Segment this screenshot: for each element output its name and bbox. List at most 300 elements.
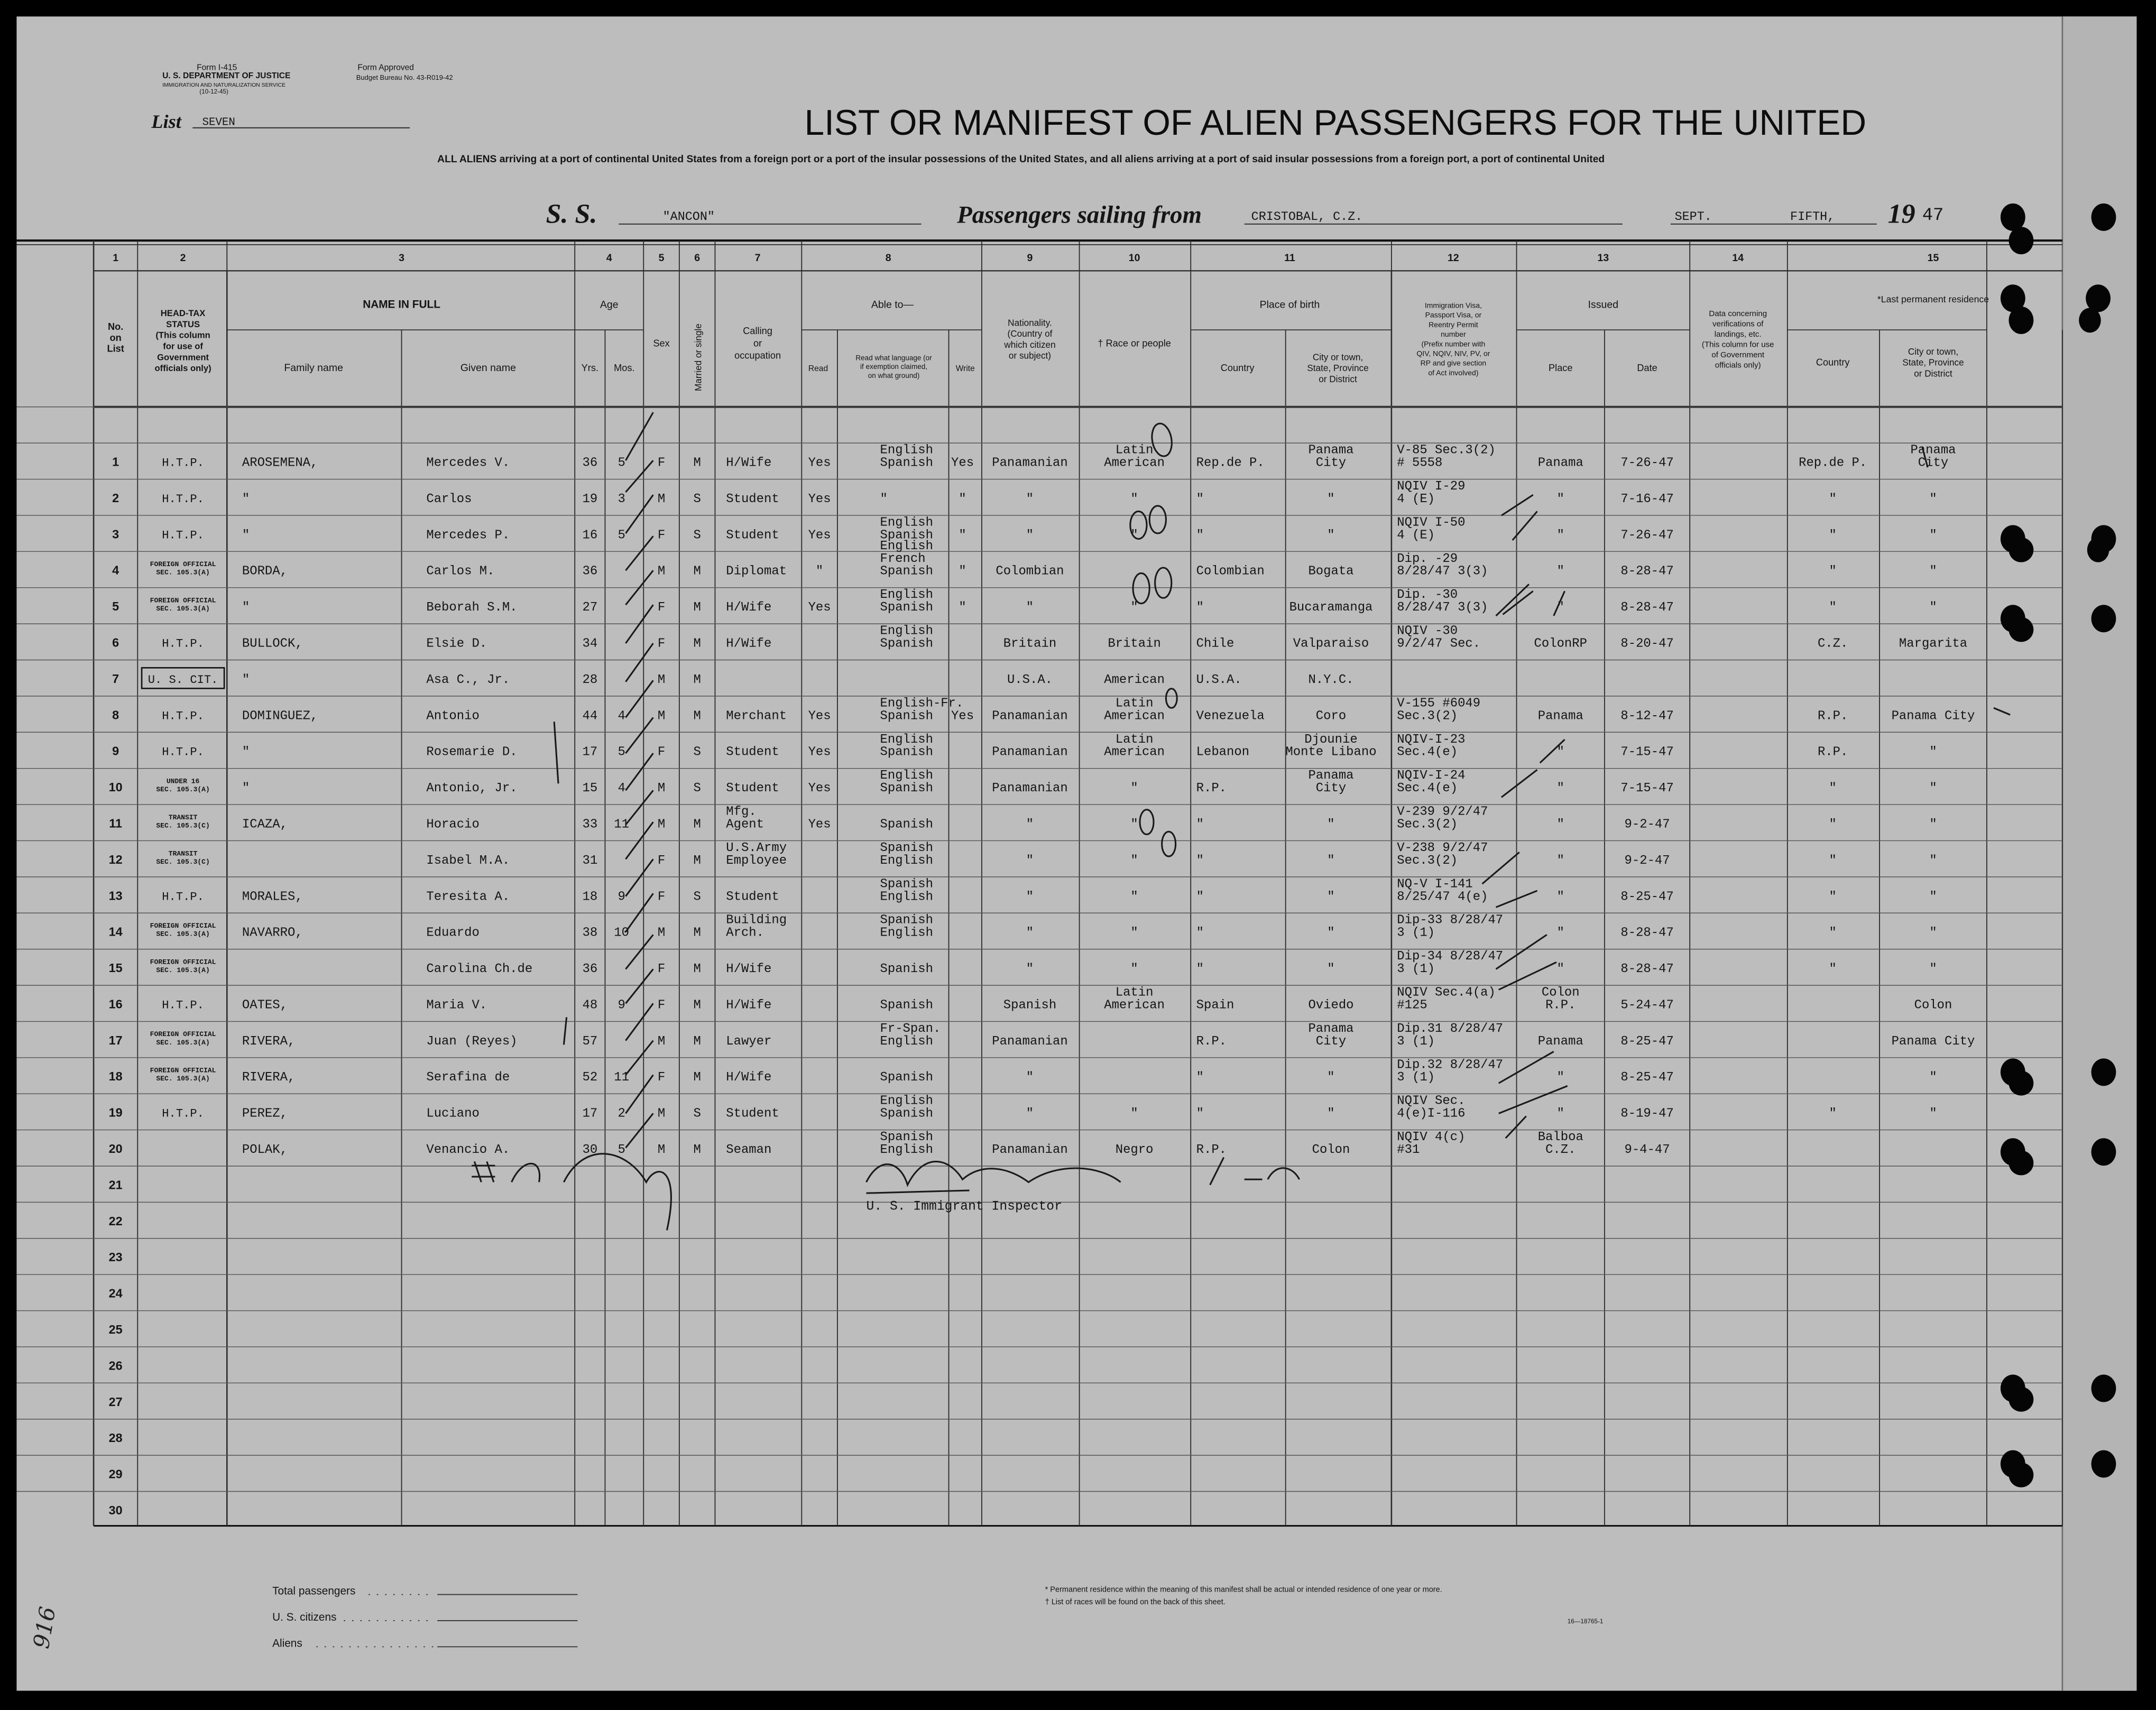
cell-yrs: 15 [582, 781, 598, 796]
cell-write: Yes [951, 709, 974, 724]
cell-iplace: " [1556, 1070, 1564, 1085]
cell-idate: 8-28-47 [1620, 962, 1674, 977]
header-landings: of Government [1711, 350, 1765, 360]
cell-mos: 11 [614, 1070, 629, 1085]
header-landings: officials only) [1715, 361, 1761, 370]
header-age: Age [600, 299, 619, 311]
column-number: 8 [885, 252, 891, 264]
row-number: 15 [108, 961, 123, 975]
cell-lang: English [880, 539, 933, 553]
cell-rcountry: R.P. [1817, 709, 1848, 724]
cell-visa: 8/28/47 3(3) [1397, 600, 1488, 615]
cell-family: " [242, 781, 250, 796]
header-yrs: Yrs. [581, 363, 599, 374]
cell-visa: Sec.4(e) [1397, 745, 1458, 760]
cell-status: FOREIGN OFFICIAL [150, 596, 216, 605]
cell-ms: M [693, 853, 701, 868]
header-given-name: Given name [460, 362, 516, 374]
cell-nat: " [1026, 853, 1034, 868]
page-title: LIST OR MANIFEST OF ALIEN PASSENGERS FOR THE UNITED [804, 103, 1867, 143]
cell-lang: Spanish [880, 1070, 933, 1085]
header-visa: RP and give section [1420, 358, 1487, 367]
cell-race: " [1130, 492, 1138, 506]
cell-rcountry: " [1829, 600, 1837, 615]
cell-race: American [1104, 672, 1165, 687]
cell-bcity: Monte Libano [1285, 745, 1377, 760]
header-landings: Data concerning [1709, 309, 1767, 319]
cell-visa: 3 (1) [1397, 962, 1435, 977]
cell-given: Luciano [426, 1106, 480, 1121]
cell-read: Yes [808, 817, 831, 832]
cell-rcity: " [1929, 817, 1937, 832]
cell-family: " [242, 745, 250, 760]
cell-lang: English [880, 853, 933, 868]
header-last-residence: *Last permanent residence [1877, 294, 1989, 305]
header-nationality: which citizen [1004, 339, 1056, 350]
cell-race: Latin [1115, 732, 1154, 747]
cell-sex: F [657, 745, 666, 760]
cell-race: Negro [1115, 1143, 1154, 1158]
header-visa: (Prefix number with [1421, 339, 1486, 348]
row-number: 12 [108, 852, 123, 866]
cell-status: FOREIGN OFFICIAL [150, 1066, 216, 1075]
cell-status: SEC. 105.3(A) [156, 568, 210, 577]
header-nationality: (Country of [1007, 328, 1053, 339]
cell-visa: Dip-34 8/28/47 [1397, 949, 1504, 964]
row-number: 7 [112, 671, 119, 686]
cell-iplace: " [1556, 745, 1564, 760]
cell-rcity: Panama City [1891, 709, 1975, 724]
cell-yrs: 28 [582, 672, 598, 687]
cell-rcity: Panama City [1891, 1034, 1975, 1049]
row-number: 4 [112, 563, 119, 577]
empty-row-number: 25 [108, 1322, 123, 1336]
cell-visa: Dip.31 8/28/47 [1397, 1021, 1504, 1036]
cell-sex: M [657, 781, 666, 796]
cell-sex: M [657, 817, 666, 832]
cell-status: H.T.P. [162, 492, 204, 506]
cell-iplace: Panama [1537, 456, 1583, 470]
cell-nat: Britain [1003, 636, 1057, 651]
cell-status: FOREIGN OFFICIAL [150, 1030, 216, 1039]
cell-ms: M [693, 998, 701, 1013]
cell-bcity: City [1315, 1034, 1347, 1049]
row-number: 17 [108, 1033, 123, 1047]
cell-lang: Spanish [880, 745, 933, 760]
cell-family: OATES, [242, 998, 288, 1013]
header-nationality: or subject) [1008, 350, 1052, 361]
header-write: Write [955, 364, 975, 374]
cell-family: BORDA, [242, 564, 288, 579]
cell-iplace: " [1556, 600, 1564, 615]
cell-rcity: " [1929, 1106, 1937, 1121]
header-issued-place: Place [1549, 363, 1573, 374]
cell-occ: Student [726, 890, 779, 904]
cell-status: SEC. 105.3(C) [156, 821, 210, 830]
cell-write: " [959, 564, 966, 579]
cell-ms: M [693, 672, 701, 687]
cell-family: " [242, 492, 250, 506]
column-number: 12 [1448, 252, 1459, 264]
header-visa: QIV, NQIV, NIV, PV, or [1416, 349, 1490, 358]
cell-ms: S [693, 1106, 701, 1121]
cell-race: " [1130, 781, 1138, 796]
cell-lang: English [880, 1094, 933, 1108]
cell-visa: Sec.3(2) [1397, 709, 1458, 724]
cell-status: H.T.P. [162, 637, 204, 651]
cell-family: PEREZ, [242, 1106, 288, 1121]
column-number: 11 [1284, 252, 1295, 264]
empty-row-number: 30 [108, 1503, 123, 1517]
cell-rcountry: " [1829, 853, 1837, 868]
cell-yrs: 36 [582, 962, 598, 977]
cell-bcity: " [1327, 926, 1335, 940]
header-landings: landings, etc. [1714, 330, 1762, 339]
cell-bcity: Coro [1315, 709, 1347, 724]
cell-read: Yes [808, 709, 831, 724]
header-issued: Issued [1588, 299, 1619, 311]
cell-family: POLAK, [242, 1143, 288, 1158]
cell-iplace: " [1556, 492, 1564, 506]
cell-lang: English [880, 1143, 933, 1158]
cell-family: BULLOCK, [242, 636, 303, 651]
cell-bcity: " [1327, 492, 1335, 506]
cell-idate: 8-20-47 [1620, 636, 1674, 651]
cell-rcountry: " [1829, 492, 1837, 506]
cell-visa: Sec.3(2) [1397, 853, 1458, 868]
cell-given: Carlos M. [426, 564, 495, 579]
cell-ms: S [693, 890, 701, 904]
cell-status: SEC. 105.3(A) [156, 605, 210, 613]
cell-ms: M [693, 564, 701, 579]
cell-visa: Dip.32 8/28/47 [1397, 1058, 1504, 1073]
cell-bcity: Valparaiso [1293, 636, 1369, 651]
margin-pencil-note: 916 [27, 1604, 61, 1651]
cell-yrs: 34 [582, 636, 598, 651]
cell-visa: Dip. -30 [1397, 588, 1458, 603]
approval: Form Approved [357, 63, 414, 72]
year-prefix: 19 [1887, 199, 1915, 229]
cell-idate: 8-28-47 [1620, 926, 1674, 940]
cell-iplace: " [1556, 1106, 1564, 1121]
cell-visa: NQ-V I-141 [1397, 877, 1473, 892]
cell-rcity: " [1929, 1070, 1937, 1085]
cell-sex: M [657, 709, 666, 724]
cell-iplace: Colon [1541, 985, 1580, 1000]
cell-occ: Diplomat [726, 564, 787, 579]
cell-occ: Student [726, 745, 779, 760]
header-head-tax: STATUS [166, 319, 200, 329]
header-married: Married or single [693, 323, 704, 392]
cell-status: H.T.P. [162, 1107, 204, 1121]
cell-occ: Employee [726, 853, 787, 868]
row-number: 5 [112, 599, 119, 614]
column-number: 6 [694, 252, 701, 264]
cell-yrs: 18 [582, 890, 598, 904]
cell-sex: M [657, 1034, 666, 1049]
cell-idate: 8-12-47 [1620, 709, 1674, 724]
cell-status: H.T.P. [162, 709, 204, 723]
cell-sex: F [657, 853, 666, 868]
cell-bcity: " [1327, 528, 1335, 543]
cell-bcountry: Spain [1196, 998, 1234, 1013]
empty-row-number: 24 [108, 1286, 123, 1300]
cell-rcountry: " [1829, 962, 1837, 977]
cell-visa: # 5558 [1397, 456, 1443, 470]
cell-mos: 4 [618, 709, 625, 724]
cell-rcity: " [1929, 492, 1937, 506]
cell-iplace: Panama [1537, 1034, 1583, 1049]
header-nationality: Nationality. [1008, 317, 1052, 328]
cell-bcountry: " [1196, 528, 1204, 543]
cell-visa: NQIV-I-24 [1397, 769, 1466, 783]
cell-mos: 5 [618, 528, 625, 543]
header-visa: Reentry Permit [1429, 320, 1478, 329]
cell-sex: F [657, 962, 666, 977]
cell-lang: Spanish [880, 600, 933, 615]
cell-mos: 5 [618, 456, 625, 470]
column-number: 7 [754, 252, 761, 264]
cell-status: H.T.P. [162, 890, 204, 904]
cell-yrs: 31 [582, 853, 598, 868]
cell-iplace: R.P. [1545, 998, 1576, 1013]
cell-visa: NQIV I-29 [1397, 479, 1466, 494]
cell-lang: " [880, 492, 888, 506]
footnote-residence: * Permanent residence within the meaning of this manifest shall be actual or intended residence of one year or more. [1045, 1585, 1442, 1594]
cell-visa: #125 [1397, 998, 1427, 1013]
cell-lang: Fr-Span. [880, 1021, 941, 1036]
cell-ms: M [693, 1070, 701, 1085]
cell-visa: NQIV -30 [1397, 624, 1458, 639]
cell-bcountry: " [1196, 817, 1204, 832]
cell-iplace: C.Z. [1545, 1143, 1576, 1158]
cell-lang: English [880, 588, 933, 603]
cell-sex: F [657, 456, 666, 470]
cell-sex: M [657, 492, 666, 506]
cell-yrs: 48 [582, 998, 598, 1013]
cell-write: " [959, 600, 966, 615]
inspector-title: U. S. Immigrant Inspector [866, 1199, 1062, 1214]
header-issued-date: Date [1637, 363, 1657, 374]
cell-ms: S [693, 528, 701, 543]
cell-sex: F [657, 890, 666, 904]
cell-race: " [1130, 817, 1138, 832]
cell-write: " [959, 528, 966, 543]
cell-yrs: 27 [582, 600, 598, 615]
cell-write: Yes [951, 456, 974, 470]
cell-status: FOREIGN OFFICIAL [150, 560, 216, 569]
cell-nat: " [1026, 926, 1034, 940]
row-number: 2 [112, 491, 119, 505]
header-race: † Race or people [1098, 338, 1171, 349]
cell-visa: NQIV I-50 [1397, 515, 1466, 530]
cell-idate: 8-19-47 [1620, 1106, 1674, 1121]
form-date-code: (10-12-45) [199, 88, 228, 95]
year-suffix: 47 [1922, 206, 1944, 226]
cell-lang: Spanish [880, 709, 933, 724]
cell-iplace: " [1556, 962, 1564, 977]
cell-iplace: Panama [1537, 709, 1583, 724]
cell-mos: 9 [618, 890, 625, 904]
cell-nat: Panamanian [992, 1143, 1068, 1158]
cell-occ: Mfg. [726, 805, 757, 819]
cell-visa: 3 (1) [1397, 926, 1435, 940]
budget-number: Budget Bureau No. 43-R019-42 [356, 73, 453, 81]
header-residence-city: or District [1914, 368, 1952, 379]
header-read-language: if exemption claimed, [860, 363, 928, 371]
cell-status: FOREIGN OFFICIAL [150, 922, 216, 930]
cell-occ: H/Wife [726, 600, 772, 615]
cell-rcountry: " [1829, 890, 1837, 904]
cell-mos: 5 [618, 1143, 625, 1158]
cell-yrs: 30 [582, 1143, 598, 1158]
cell-given: Rosemarie D. [426, 745, 518, 760]
column-number: 5 [658, 252, 665, 264]
header-calling: Calling [743, 325, 772, 336]
cell-nat: " [1026, 600, 1034, 615]
cell-bcity: Colon [1312, 1143, 1350, 1158]
cell-bcountry: " [1196, 926, 1204, 940]
cell-bcity: N.Y.C. [1308, 672, 1354, 687]
cell-bcountry: " [1196, 890, 1204, 904]
header-head-tax: (This column [155, 330, 210, 340]
cell-occ: Student [726, 528, 779, 543]
cell-occ: Student [726, 492, 779, 506]
cell-given: Horacio [426, 817, 480, 832]
header-name-in-full: NAME IN FULL [363, 298, 440, 311]
cell-lang: Spanish [880, 913, 933, 928]
cell-rcity: Panama [1910, 443, 1956, 458]
header-residence-city: City or town, [1908, 346, 1959, 357]
cell-occ: Seaman [726, 1143, 772, 1158]
cell-lang: English [880, 732, 933, 747]
cell-lang: Spanish [880, 840, 933, 855]
cell-rcountry: C.Z. [1817, 636, 1848, 651]
cell-given: Maria V. [426, 998, 487, 1013]
row-number: 3 [112, 527, 119, 541]
empty-row-number: 29 [108, 1467, 123, 1481]
cell-ms: M [693, 1034, 701, 1049]
cell-race: " [1130, 528, 1138, 543]
row-number: 20 [108, 1142, 123, 1156]
cell-occ: H/Wife [726, 962, 772, 977]
cell-rcity: " [1929, 853, 1937, 868]
cell-yrs: 36 [582, 456, 598, 470]
list-label: List [151, 110, 181, 132]
cell-status: H.T.P. [162, 745, 204, 759]
cell-family: MORALES, [242, 890, 303, 904]
cell-lang: English [880, 443, 933, 458]
empty-row-number: 23 [108, 1250, 123, 1264]
cell-status: UNDER 16 [166, 777, 200, 785]
cell-given: Antonio [426, 709, 480, 724]
cell-lang: English [880, 1034, 933, 1049]
cell-bcountry: Chile [1196, 636, 1234, 651]
cell-lang: Spanish [880, 781, 933, 796]
department: U. S. DEPARTMENT OF JUSTICE [162, 71, 291, 81]
cell-lang: Spanish [880, 528, 933, 543]
cell-lang: English-Fr. [880, 696, 964, 711]
cell-given: Beborah S.M. [426, 600, 518, 615]
cell-iplace: " [1556, 817, 1564, 832]
header-visa: of Act involved) [1428, 368, 1479, 377]
cell-sex: F [657, 998, 666, 1013]
cell-lang: Spanish [880, 1106, 933, 1121]
departure-day: FIFTH, [1790, 210, 1835, 225]
cell-rcountry: " [1829, 926, 1837, 940]
header-birth-country: Country [1220, 363, 1255, 374]
cell-idate: 7-15-47 [1620, 781, 1674, 796]
cell-iplace: " [1556, 890, 1564, 904]
cell-family: RIVERA, [242, 1034, 296, 1049]
cell-status: SEC. 105.3(A) [156, 1075, 210, 1083]
cell-race: Latin [1115, 443, 1154, 458]
cell-yrs: 16 [582, 528, 598, 543]
cell-occ: Student [726, 781, 779, 796]
header-residence-country: Country [1816, 357, 1850, 368]
cell-yrs: 57 [582, 1034, 598, 1049]
cell-bcity: Panama [1308, 443, 1354, 458]
cell-nat: Panamanian [992, 1034, 1068, 1049]
cell-yrs: 19 [582, 492, 598, 506]
cell-race: " [1130, 1106, 1138, 1121]
cell-lang: Spanish [880, 998, 933, 1013]
cell-sex: M [657, 1143, 666, 1158]
empty-row-number: 28 [108, 1431, 123, 1445]
cell-idate: 9-2-47 [1624, 817, 1670, 832]
cell-lang: French [880, 551, 926, 566]
cell-occ: H/Wife [726, 1070, 772, 1085]
cell-bcity: Panama [1308, 769, 1354, 783]
cell-visa: Sec.3(2) [1397, 817, 1458, 832]
cell-iplace: " [1556, 528, 1564, 543]
cell-sex: M [657, 672, 666, 687]
cell-given: Juan (Reyes) [426, 1034, 518, 1049]
cell-rcity: " [1929, 781, 1937, 796]
cell-read: Yes [808, 745, 831, 760]
cell-nat: " [1026, 890, 1034, 904]
cell-nat: " [1026, 817, 1034, 832]
cell-nat: " [1026, 1070, 1034, 1085]
header-family-name: Family name [284, 362, 343, 374]
cell-lang: Spanish [880, 564, 933, 579]
cell-race: " [1130, 890, 1138, 904]
row-number: 13 [108, 889, 123, 903]
cell-race: Britain [1108, 636, 1161, 651]
cell-lang: Spanish [880, 636, 933, 651]
cell-lang: Spanish [880, 962, 933, 977]
cell-family: " [242, 672, 250, 687]
header-head-tax: Government [157, 352, 209, 363]
cell-given: Carolina Ch.de [426, 962, 533, 977]
cell-mos: 10 [614, 926, 629, 940]
header-landings: verifications of [1712, 319, 1764, 329]
footnote-races: † List of races will be found on the back of this sheet. [1045, 1597, 1226, 1606]
row-number: 11 [109, 816, 123, 830]
cell-idate: 8-28-47 [1620, 564, 1674, 579]
cell-given: Mercedes P. [426, 528, 510, 543]
header-read: Read [808, 364, 828, 374]
cell-rcity: " [1929, 926, 1937, 940]
cell-read: Yes [808, 600, 831, 615]
cell-bcountry: " [1196, 492, 1204, 506]
cell-status: H.T.P. [162, 529, 204, 542]
cell-idate: 9-2-47 [1624, 853, 1670, 868]
cell-visa: V-85 Sec.3(2) [1397, 443, 1496, 458]
cell-race: American [1104, 456, 1165, 470]
cell-bcountry: R.P. [1196, 781, 1227, 796]
cell-ms: M [693, 709, 701, 724]
